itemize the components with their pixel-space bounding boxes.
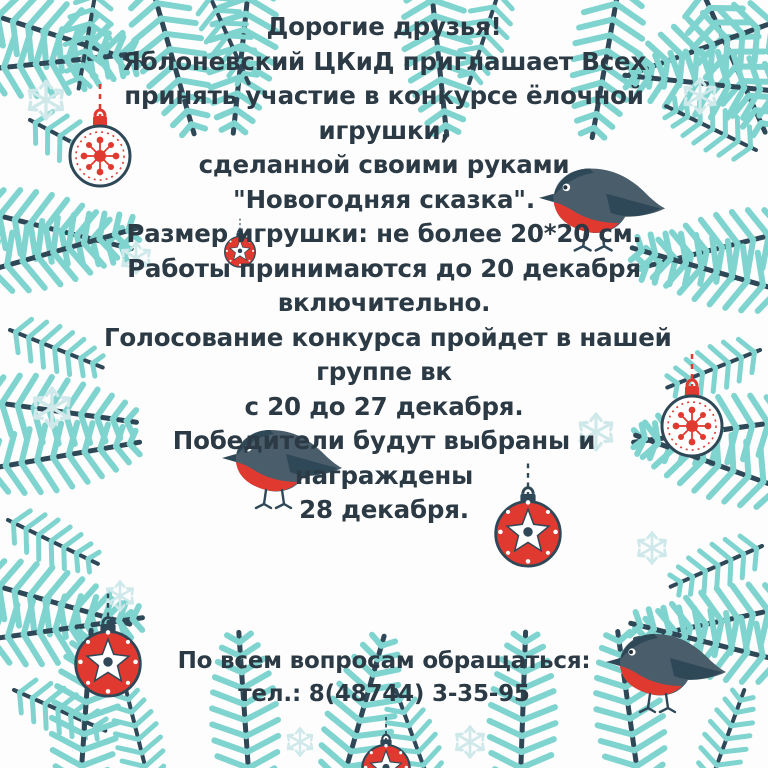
announcement-line: игрушки, <box>318 115 450 145</box>
announcement-line: сделанной своими руками <box>198 150 570 179</box>
announcement-line: 28 декабря. <box>299 495 469 524</box>
contact-line: По всем вопросам обращаться: <box>177 648 591 674</box>
announcement-line: Победители будут выбраны и <box>172 426 596 455</box>
announcement-line: Дорогие друзья! <box>266 12 502 41</box>
announcement-text <box>104 10 672 528</box>
announcement-line: Яблоневский ЦКиД приглашает Всех <box>121 46 647 76</box>
announcement-line: принять участие в конкурсе ёлочной <box>124 81 644 110</box>
announcement-line: группе вк <box>316 357 452 386</box>
announcement-line: Работы принимаются до 20 декабря <box>127 253 641 283</box>
announcement-line: Размер игрушки: не более 20*20 см. <box>126 219 642 248</box>
contact-phone: тел.: 8(48744) 3-35-95 <box>238 681 530 707</box>
contact-info <box>84 645 684 711</box>
announcement-line: "Новогодняя сказка". <box>233 184 535 214</box>
announcement-line: включительно. <box>277 288 491 317</box>
announcement-line: Голосование конкурса пройдет в нашей <box>104 322 672 352</box>
announcement-line: с 20 до 27 декабря. <box>244 391 524 421</box>
announcement-line: награждены <box>294 460 474 490</box>
